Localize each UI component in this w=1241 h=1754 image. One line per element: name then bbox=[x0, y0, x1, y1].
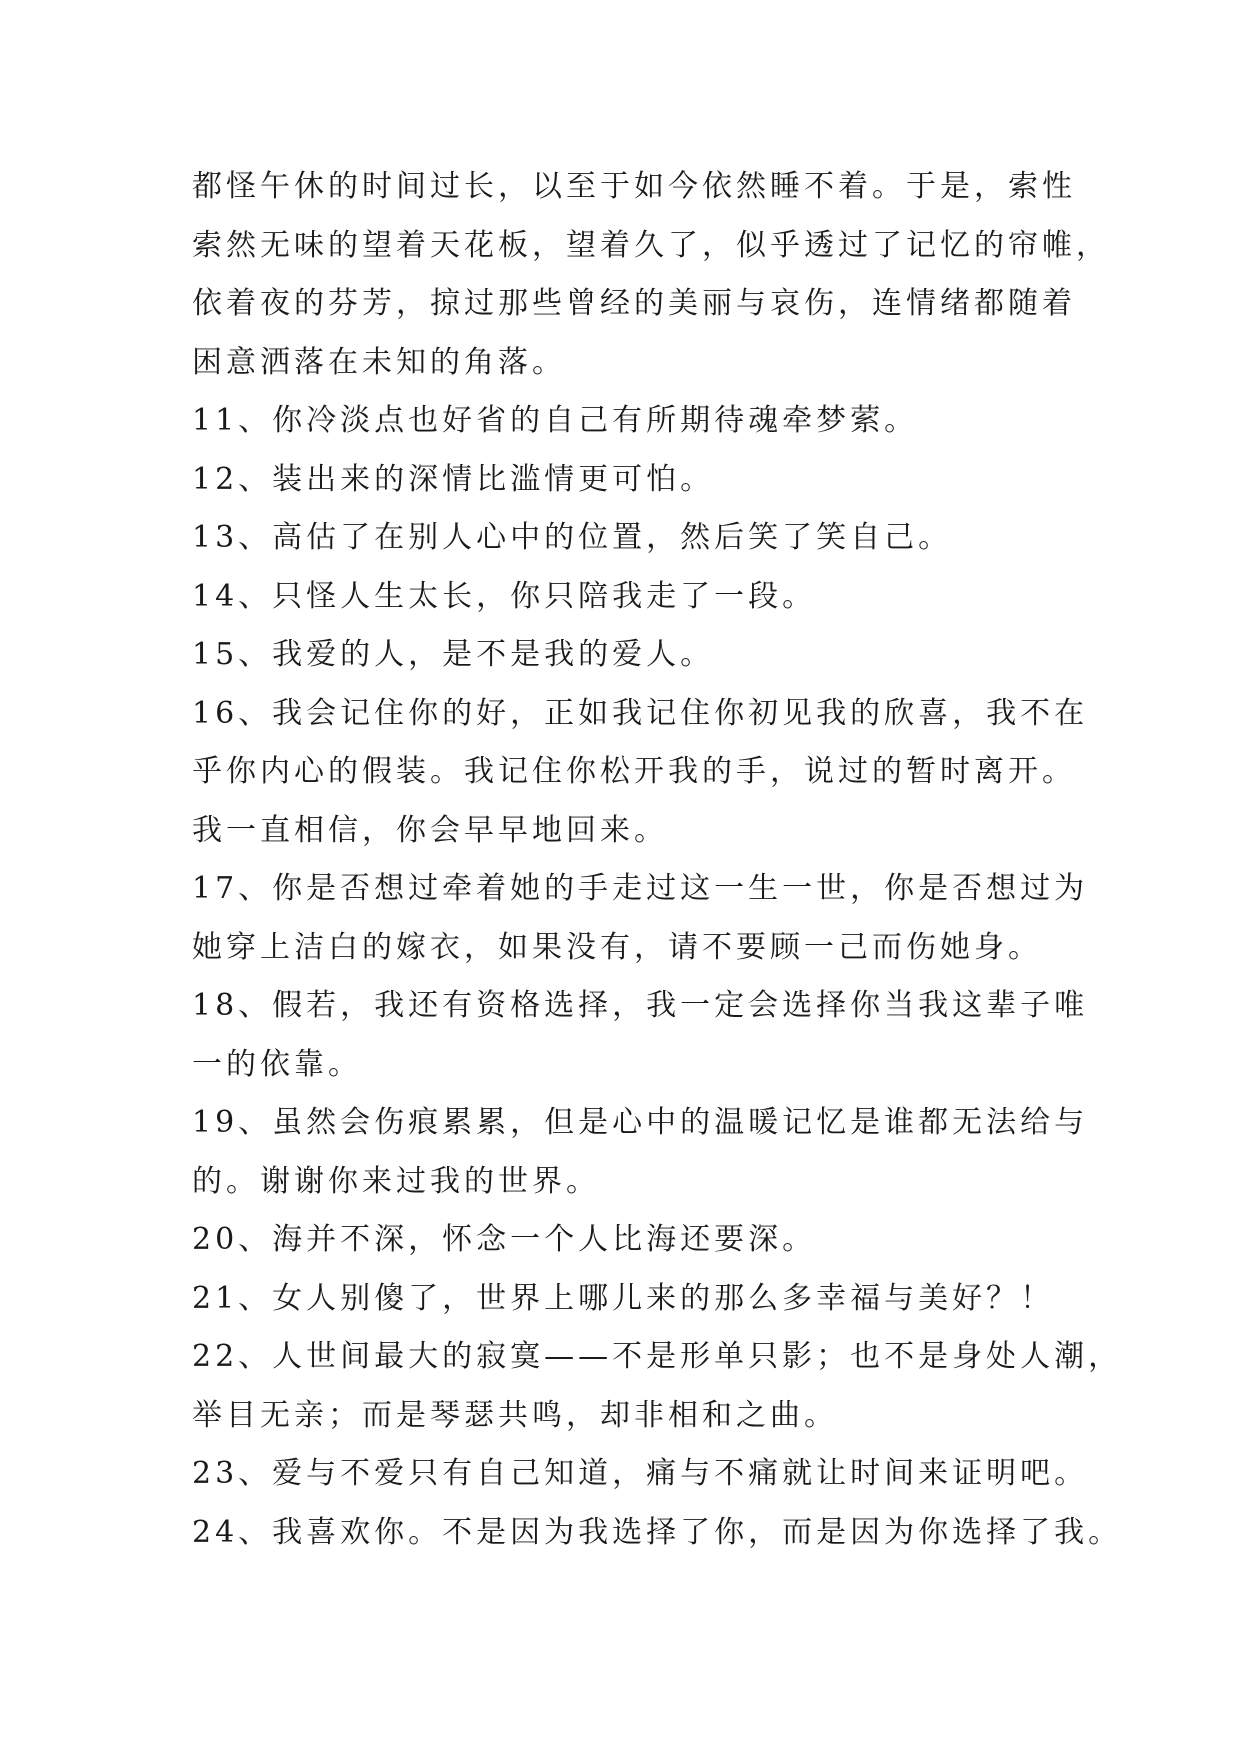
text-line: 20、海并不深，怀念一个人比海还要深。 bbox=[192, 1222, 817, 1257]
text-line: 19、虽然会伤痕累累，但是心中的温暖记忆是谁都无法给与 bbox=[192, 1105, 1089, 1140]
text-line: 12、装出来的深情比滥情更可怕。 bbox=[192, 461, 715, 497]
text-line: 她穿上洁白的嫁衣，如果没有，请不要顾一己而伤她身。 bbox=[192, 929, 1042, 965]
text-line: 都怪午休的时间过长，以至于如今依然睡不着。于是，索性 bbox=[192, 169, 1076, 204]
text-line: 14、只怪人生太长，你只陪我走了一段。 bbox=[192, 578, 817, 614]
text-line: 依着夜的芬芳，掠过那些曾经的美丽与哀伤，连情绪都随着 bbox=[192, 286, 1076, 321]
text-line: 24、我喜欢你。不是因为我选择了你，而是因为你选择了我。 bbox=[192, 1514, 1123, 1550]
text-line: 的。谢谢你来过我的世界。 bbox=[192, 1163, 600, 1199]
text-line: 11、你冷淡点也好省的自己有所期待魂牵梦萦。 bbox=[192, 403, 919, 438]
text-line: 索然无味的望着天花板，望着久了，似乎透过了记忆的帘帷， bbox=[192, 227, 1110, 263]
text-line: 乎你内心的假装。我记住你松开我的手，说过的暂时离开。 bbox=[192, 754, 1076, 789]
text-line: 21、女人别傻了，世界上哪儿来的那么多幸福与美好？！ bbox=[192, 1280, 1055, 1316]
text-line: 举目无亲；而是琴瑟共鸣，却非相和之曲。 bbox=[192, 1397, 838, 1433]
text-line: 15、我爱的人，是不是我的爱人。 bbox=[192, 637, 715, 672]
text-line: 一的依靠。 bbox=[192, 1046, 362, 1082]
document-body bbox=[192, 158, 1123, 1562]
text-line: 16、我会记住你的好，正如我记住你初见我的欣喜，我不在 bbox=[192, 695, 1089, 731]
text-line: 23、爱与不爱只有自己知道，痛与不痛就让时间来证明吧。 bbox=[192, 1456, 1089, 1491]
text-line: 困意洒落在未知的角落。 bbox=[192, 344, 566, 380]
text-line: 18、假若，我还有资格选择，我一定会选择你当我这辈子唯 bbox=[192, 988, 1089, 1023]
text-line: 17、你是否想过牵着她的手走过这一生一世，你是否想过为 bbox=[192, 871, 1089, 906]
text-line: 22、人世间最大的寂寞——不是形单只影；也不是身处人潮， bbox=[192, 1339, 1123, 1374]
text-line: 13、高估了在别人心中的位置，然后笑了笑自己。 bbox=[192, 520, 953, 555]
text-line: 我一直相信，你会早早地回来。 bbox=[192, 812, 668, 848]
